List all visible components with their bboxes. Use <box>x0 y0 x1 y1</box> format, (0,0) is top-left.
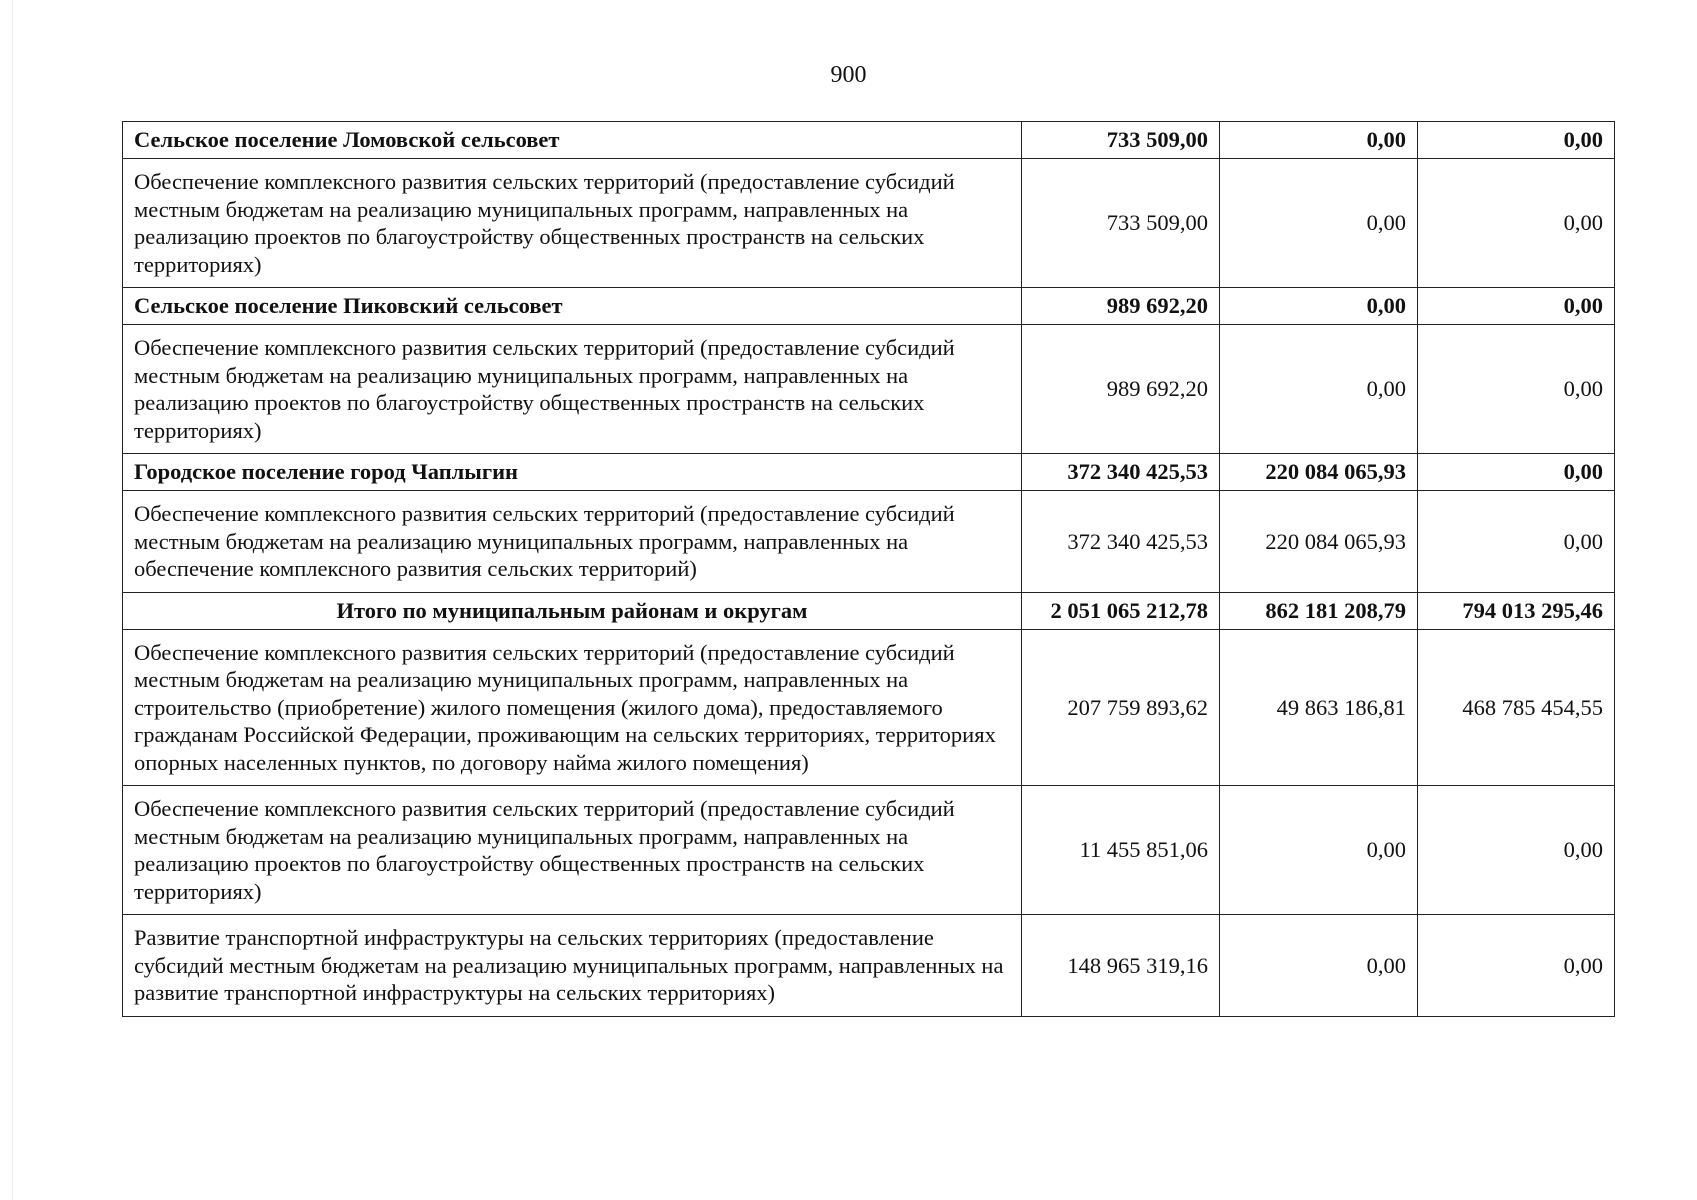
table-row-detail <box>123 629 1615 786</box>
budget-table <box>122 121 1615 1017</box>
table-row-detail <box>123 915 1615 1017</box>
row-value-3-cell: 794 013 295,46 <box>1418 592 1615 629</box>
row-value-3-cell: 0,00 <box>1418 122 1615 159</box>
row-name-cell: Обеспечение комплексного развития сельских территорий (предоставление субсидий местным бюджетам на реализацию муниципальных программ, направленных на реализацию проектов по благоустройству общественных пространств на сельских территориях) <box>123 325 1022 454</box>
row-name-cell: Обеспечение комплексного развития сельских территорий (предоставление субсидий местным бюджетам на реализацию муниципальных программ, направленных на реализацию проектов по благоустройству общественных пространств на сельских территориях) <box>123 786 1022 915</box>
table-row-section-pikovsky <box>123 288 1615 325</box>
row-value-2-cell: 0,00 <box>1220 786 1418 915</box>
table-row-total <box>123 592 1615 629</box>
row-value-2-cell: 862 181 208,79 <box>1220 592 1418 629</box>
table-row-detail <box>123 491 1615 593</box>
row-value-1-cell: 2 051 065 212,78 <box>1022 592 1220 629</box>
row-name-cell: Итого по муниципальным районам и округам <box>123 592 1022 629</box>
row-value-2-cell: 0,00 <box>1220 122 1418 159</box>
row-value-3-cell: 0,00 <box>1418 325 1615 454</box>
row-value-1-cell: 733 509,00 <box>1022 122 1220 159</box>
table-row-section-chaplygin <box>123 454 1615 491</box>
row-value-3-cell: 0,00 <box>1418 454 1615 491</box>
page-edge-line <box>12 0 13 1200</box>
row-value-2-cell: 220 084 065,93 <box>1220 454 1418 491</box>
row-value-1-cell: 372 340 425,53 <box>1022 491 1220 593</box>
table-row-detail <box>123 159 1615 288</box>
row-name-cell: Обеспечение комплексного развития сельских территорий (предоставление субсидий местным бюджетам на реализацию муниципальных программ, направленных на обеспечение комплексного развития сельских территорий) <box>123 491 1022 593</box>
row-value-3-cell: 0,00 <box>1418 288 1615 325</box>
row-name-cell: Развитие транспортной инфраструктуры на сельских территориях (предоставление субсидий местным бюджетам на реализацию муниципальных программ, направленных на развитие транспортной инфраструктуры на сельских территориях) <box>123 915 1022 1017</box>
row-value-1-cell: 733 509,00 <box>1022 159 1220 288</box>
row-value-1-cell: 207 759 893,62 <box>1022 629 1220 786</box>
row-value-2-cell: 0,00 <box>1220 915 1418 1017</box>
page-number: 900 <box>830 62 867 88</box>
row-value-3-cell: 0,00 <box>1418 786 1615 915</box>
row-name-cell: Сельское поселение Пиковский сельсовет <box>123 288 1022 325</box>
row-value-1-cell: 989 692,20 <box>1022 288 1220 325</box>
row-value-2-cell: 49 863 186,81 <box>1220 629 1418 786</box>
row-value-3-cell: 468 785 454,55 <box>1418 629 1615 786</box>
row-value-2-cell: 0,00 <box>1220 325 1418 454</box>
row-value-2-cell: 220 084 065,93 <box>1220 491 1418 593</box>
row-value-1-cell: 372 340 425,53 <box>1022 454 1220 491</box>
table-row-detail <box>123 786 1615 915</box>
row-value-3-cell: 0,00 <box>1418 159 1615 288</box>
row-value-1-cell: 148 965 319,16 <box>1022 915 1220 1017</box>
row-name-cell: Обеспечение комплексного развития сельских территорий (предоставление субсидий местным бюджетам на реализацию муниципальных программ, направленных на строительство (приобретение) жилого помещения (жилого дома), предоставляемого гражданам Российской Федерации, проживающим на сельских территориях, территориях опорных населенных пунктов, по договору найма жилого помещения) <box>123 629 1022 786</box>
row-name-cell: Сельское поселение Ломовской сельсовет <box>123 122 1022 159</box>
row-value-3-cell: 0,00 <box>1418 491 1615 593</box>
row-value-1-cell: 989 692,20 <box>1022 325 1220 454</box>
table-row-section-lomovskoy <box>123 122 1615 159</box>
table-row-detail <box>123 325 1615 454</box>
row-value-2-cell: 0,00 <box>1220 288 1418 325</box>
row-name-cell: Обеспечение комплексного развития сельских территорий (предоставление субсидий местным бюджетам на реализацию муниципальных программ, направленных на реализацию проектов по благоустройству общественных пространств на сельских территориях) <box>123 159 1022 288</box>
row-name-cell: Городское поселение город Чаплыгин <box>123 454 1022 491</box>
row-value-1-cell: 11 455 851,06 <box>1022 786 1220 915</box>
row-value-2-cell: 0,00 <box>1220 159 1418 288</box>
row-value-3-cell: 0,00 <box>1418 915 1615 1017</box>
